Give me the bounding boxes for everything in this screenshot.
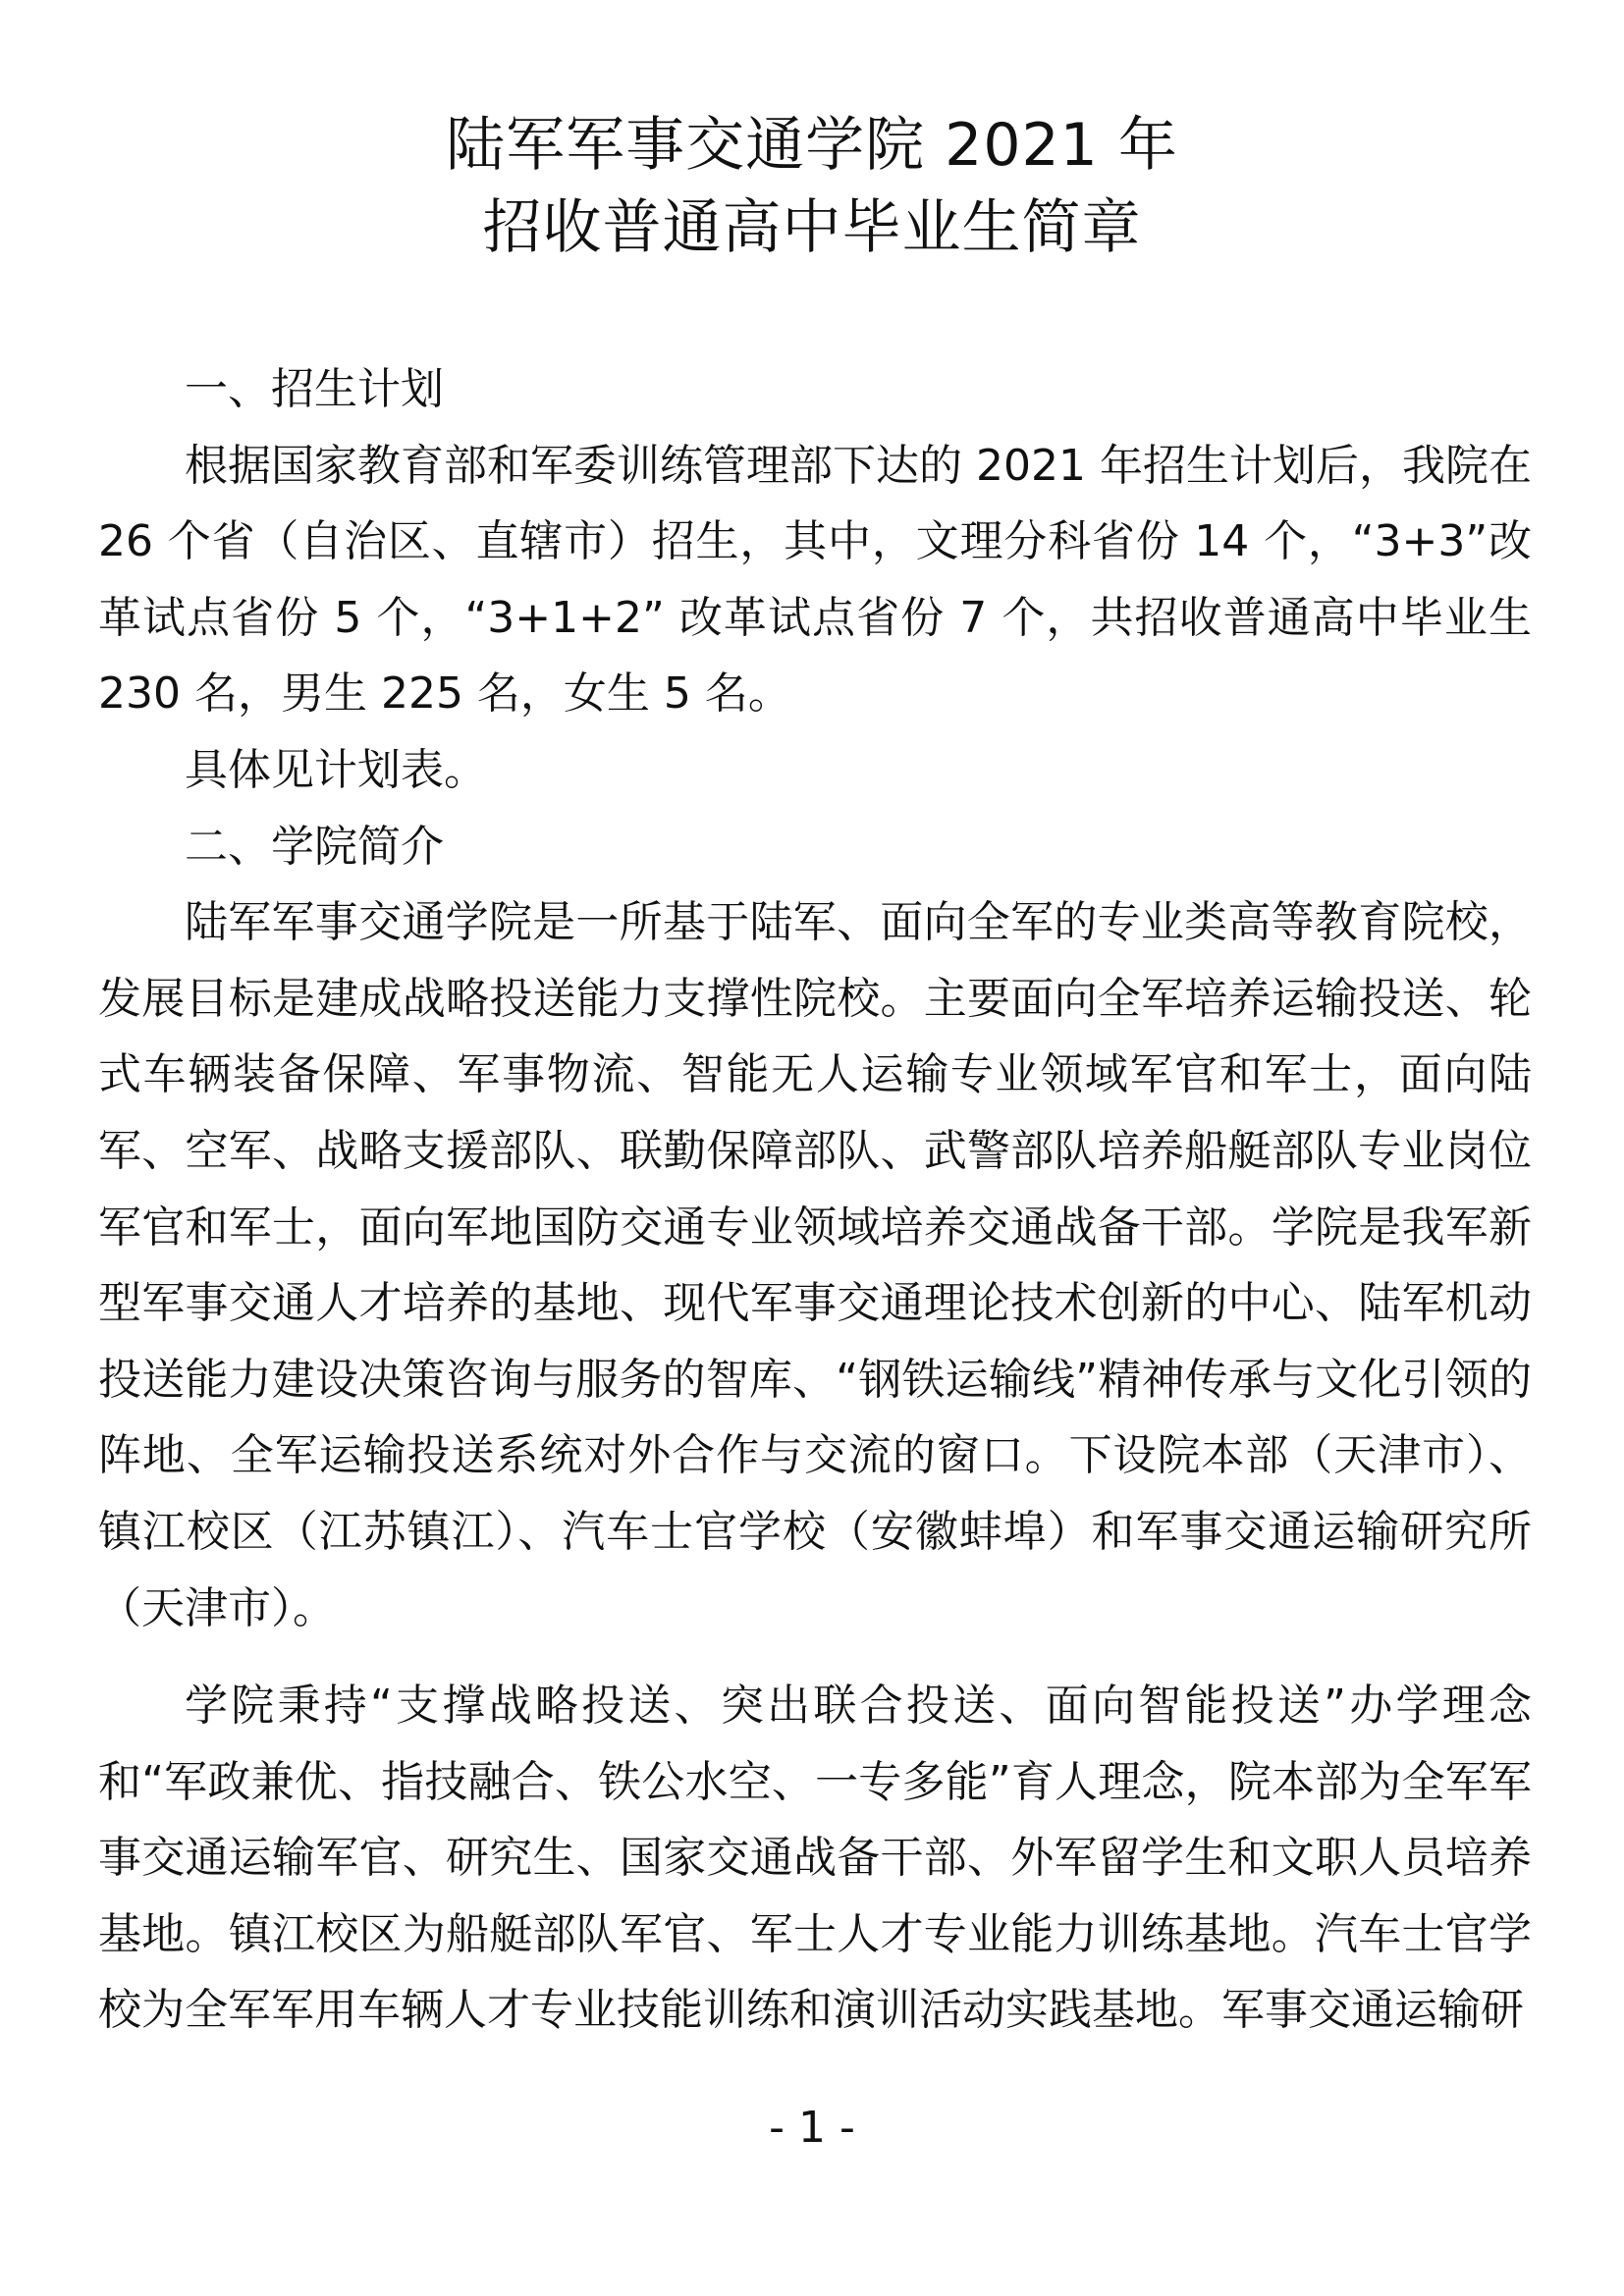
section-2-heading: 二、学院简介 [185,821,444,872]
section-2-paragraph-2: 学院秉持“支撑战略投送、突出联合投送、面向智能投送”办学理念和“军政兼优、指技融合、铁公水空、一专多能”育人理念，院本部为全军军事交通运输军官、研究生、国家交通战备干部、外军留学生和文职人员培养基地。镇江校区为船艇部队军官、军士人才专业能力训练基地。汽车士官学校为全军军用车辆人才专业技能训练和演训活动实践基地。军事交通运输研 [98,1681,1532,2036]
document-body [98,351,1532,2049]
section-1-paragraph-1: 根据国家教育部和军委训练管理部下达的 2021 年招生计划后，我院在 26 个省（自治区、直辖市）招生，其中，文理分科省份 14 个，“3+3”改革试点省份 5 个，“3+1+2” 改革试点省份 7 个，共招收普通高中毕业生 230 名，男生 225 名，女生 5 名。 [98,440,1532,720]
section-1-paragraph-2: 具体见计划表。 [185,744,487,795]
document-title-line-1: 陆军军事交通学院 2021 年 [446,111,1178,180]
section-1-heading: 一、招生计划 [185,364,444,414]
section-2-paragraph-1: 陆军军事交通学院是一所基于陆军、面向全军的专业类高等教育院校，发展目标是建成战略投送能力支撑性院校。主要面向全军培养运输投送、轮式车辆装备保障、军事物流、智能无人运输专业领域军官和军士，面向陆军、空军、战略支援部队、联勤保障部队、武警部队培养船艇部队专业岗位军官和军士，面向军地国防交通专业领域培养交通战备干部。学院是我军新型军事交通人才培养的基地、现代军事交通理论技术创新的中心、陆军机动投送能力建设决策咨询与服务的智库、“钢铁运输线”精神传承与文化引领的阵地、全军运输投送系统对外合作与交流的窗口。下设院本部（天津市）、镇江校区（江苏镇江）、汽车士官学校（安徽蚌埠）和军事交通运输研究所（天津市）。 [98,897,1532,1633]
page-number: - 1 - [769,2103,855,2153]
document-title-line-2: 招收普通高中毕业生简章 [482,193,1142,262]
